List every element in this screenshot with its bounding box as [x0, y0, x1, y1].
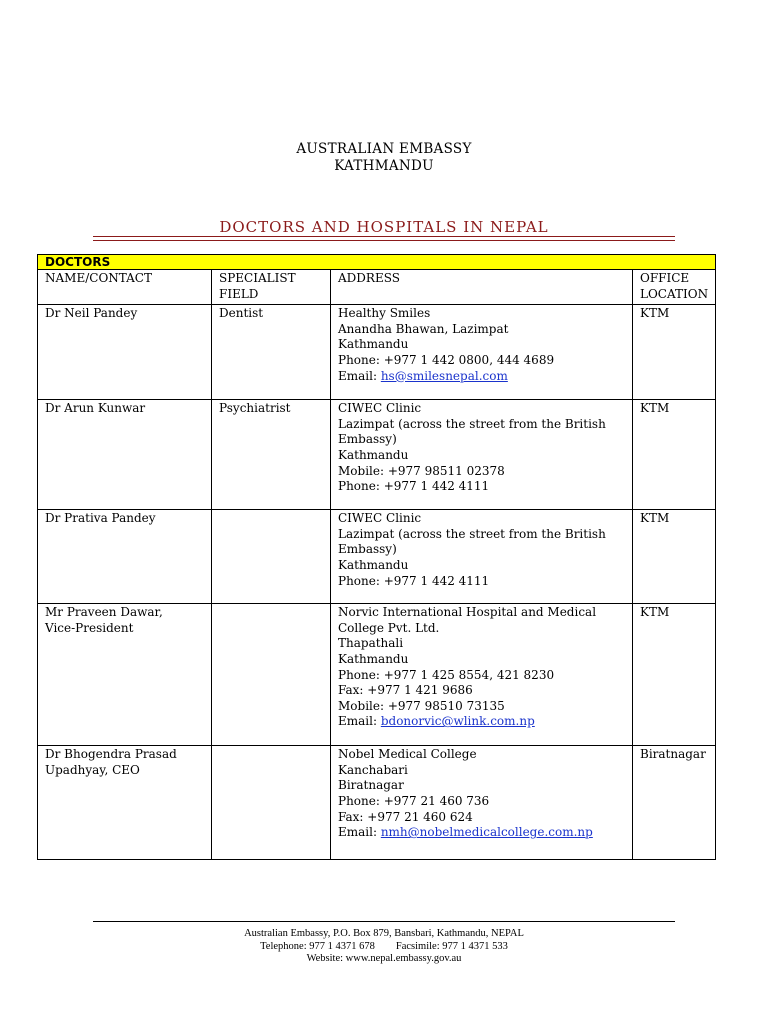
footer-website: Website: www.nepal.embassy.gov.au [306, 953, 462, 964]
doctor-name: Mr Praveen Dawar, Vice-President [38, 604, 212, 746]
table-row [38, 604, 716, 746]
email-link[interactable]: bdonorvic@wlink.com.np [380, 714, 535, 729]
letterhead [0, 141, 768, 175]
specialist-field [212, 510, 331, 604]
address-cell: CIWEC Clinic Lazimpat (across the street from the British Embassy) Kathmandu Mobile: +977 98511 02378 Phone: +977 1 442 4111 [331, 400, 633, 510]
email-link[interactable]: hs@smilesnepal.com [380, 368, 508, 383]
specialist-field: Psychiatrist [212, 400, 331, 510]
col-header-address: ADDRESS [331, 270, 633, 305]
doctor-name: Dr Prativa Pandey [38, 510, 212, 604]
email-link[interactable]: nmh@nobelmedicalcollege.com.np [380, 825, 593, 840]
doctor-name: Dr Bhogendra Prasad Upadhyay, CEO [38, 746, 212, 860]
col-header-name: NAME/CONTACT [38, 270, 212, 305]
table-row [38, 510, 716, 604]
title-rule-bottom [93, 240, 675, 241]
section-title: DOCTORS [38, 255, 716, 270]
title-rule-top [93, 236, 675, 237]
address-cell: Nobel Medical College Kanchabari Biratnagar Phone: +977 21 460 736 Fax: +977 21 460 624 Email: nmh@nobelmedicalcollege.com.np [331, 746, 633, 860]
col-header-location: OFFICE LOCATION [633, 270, 716, 305]
doctor-name: Dr Neil Pandey [38, 305, 212, 400]
page-title: DOCTORS AND HOSPITALS IN NEPAL [219, 218, 549, 236]
specialist-field: Dentist [212, 305, 331, 400]
address-cell: CIWEC Clinic Lazimpat (across the street from the British Embassy) Kathmandu Phone: +977 1 442 4111 [331, 510, 633, 604]
office-location: KTM [633, 400, 716, 510]
col-header-field: SPECIALIST FIELD [212, 270, 331, 305]
doctors-table [37, 254, 716, 860]
footer-rule [93, 921, 675, 922]
footer-phone: Telephone: 977 1 4371 678 Facsimile: 977 1 4371 533 [260, 940, 508, 952]
table-row [38, 746, 716, 860]
footer [0, 928, 768, 966]
specialist-field [212, 746, 331, 860]
column-header-row [38, 270, 716, 305]
office-location: KTM [633, 604, 716, 746]
address-cell: Healthy Smiles Anandha Bhawan, Lazimpat Kathmandu Phone: +977 1 442 0800, 444 4689 Email: hs@smilesnepal.com [331, 305, 633, 400]
doctor-name: Dr Arun Kunwar [38, 400, 212, 510]
office-location: KTM [633, 305, 716, 400]
footer-address: Australian Embassy, P.O. Box 879, Bansbari, Kathmandu, NEPAL [244, 928, 524, 939]
table-row [38, 400, 716, 510]
embassy-city: KATHMANDU [334, 158, 434, 174]
table-row [38, 305, 716, 400]
section-header-row [38, 255, 716, 270]
office-location: KTM [633, 510, 716, 604]
office-location: Biratnagar [633, 746, 716, 860]
address-cell: Norvic International Hospital and Medical College Pvt. Ltd. Thapathali Kathmandu Phone: +977 1 425 8554, 421 8230 Fax: +977 1 421 9686 Mobile: +977 98510 73135 Email: bdonorvic@wlink.com.np [331, 604, 633, 746]
embassy-name: AUSTRALIAN EMBASSY [296, 141, 472, 157]
specialist-field [212, 604, 331, 746]
